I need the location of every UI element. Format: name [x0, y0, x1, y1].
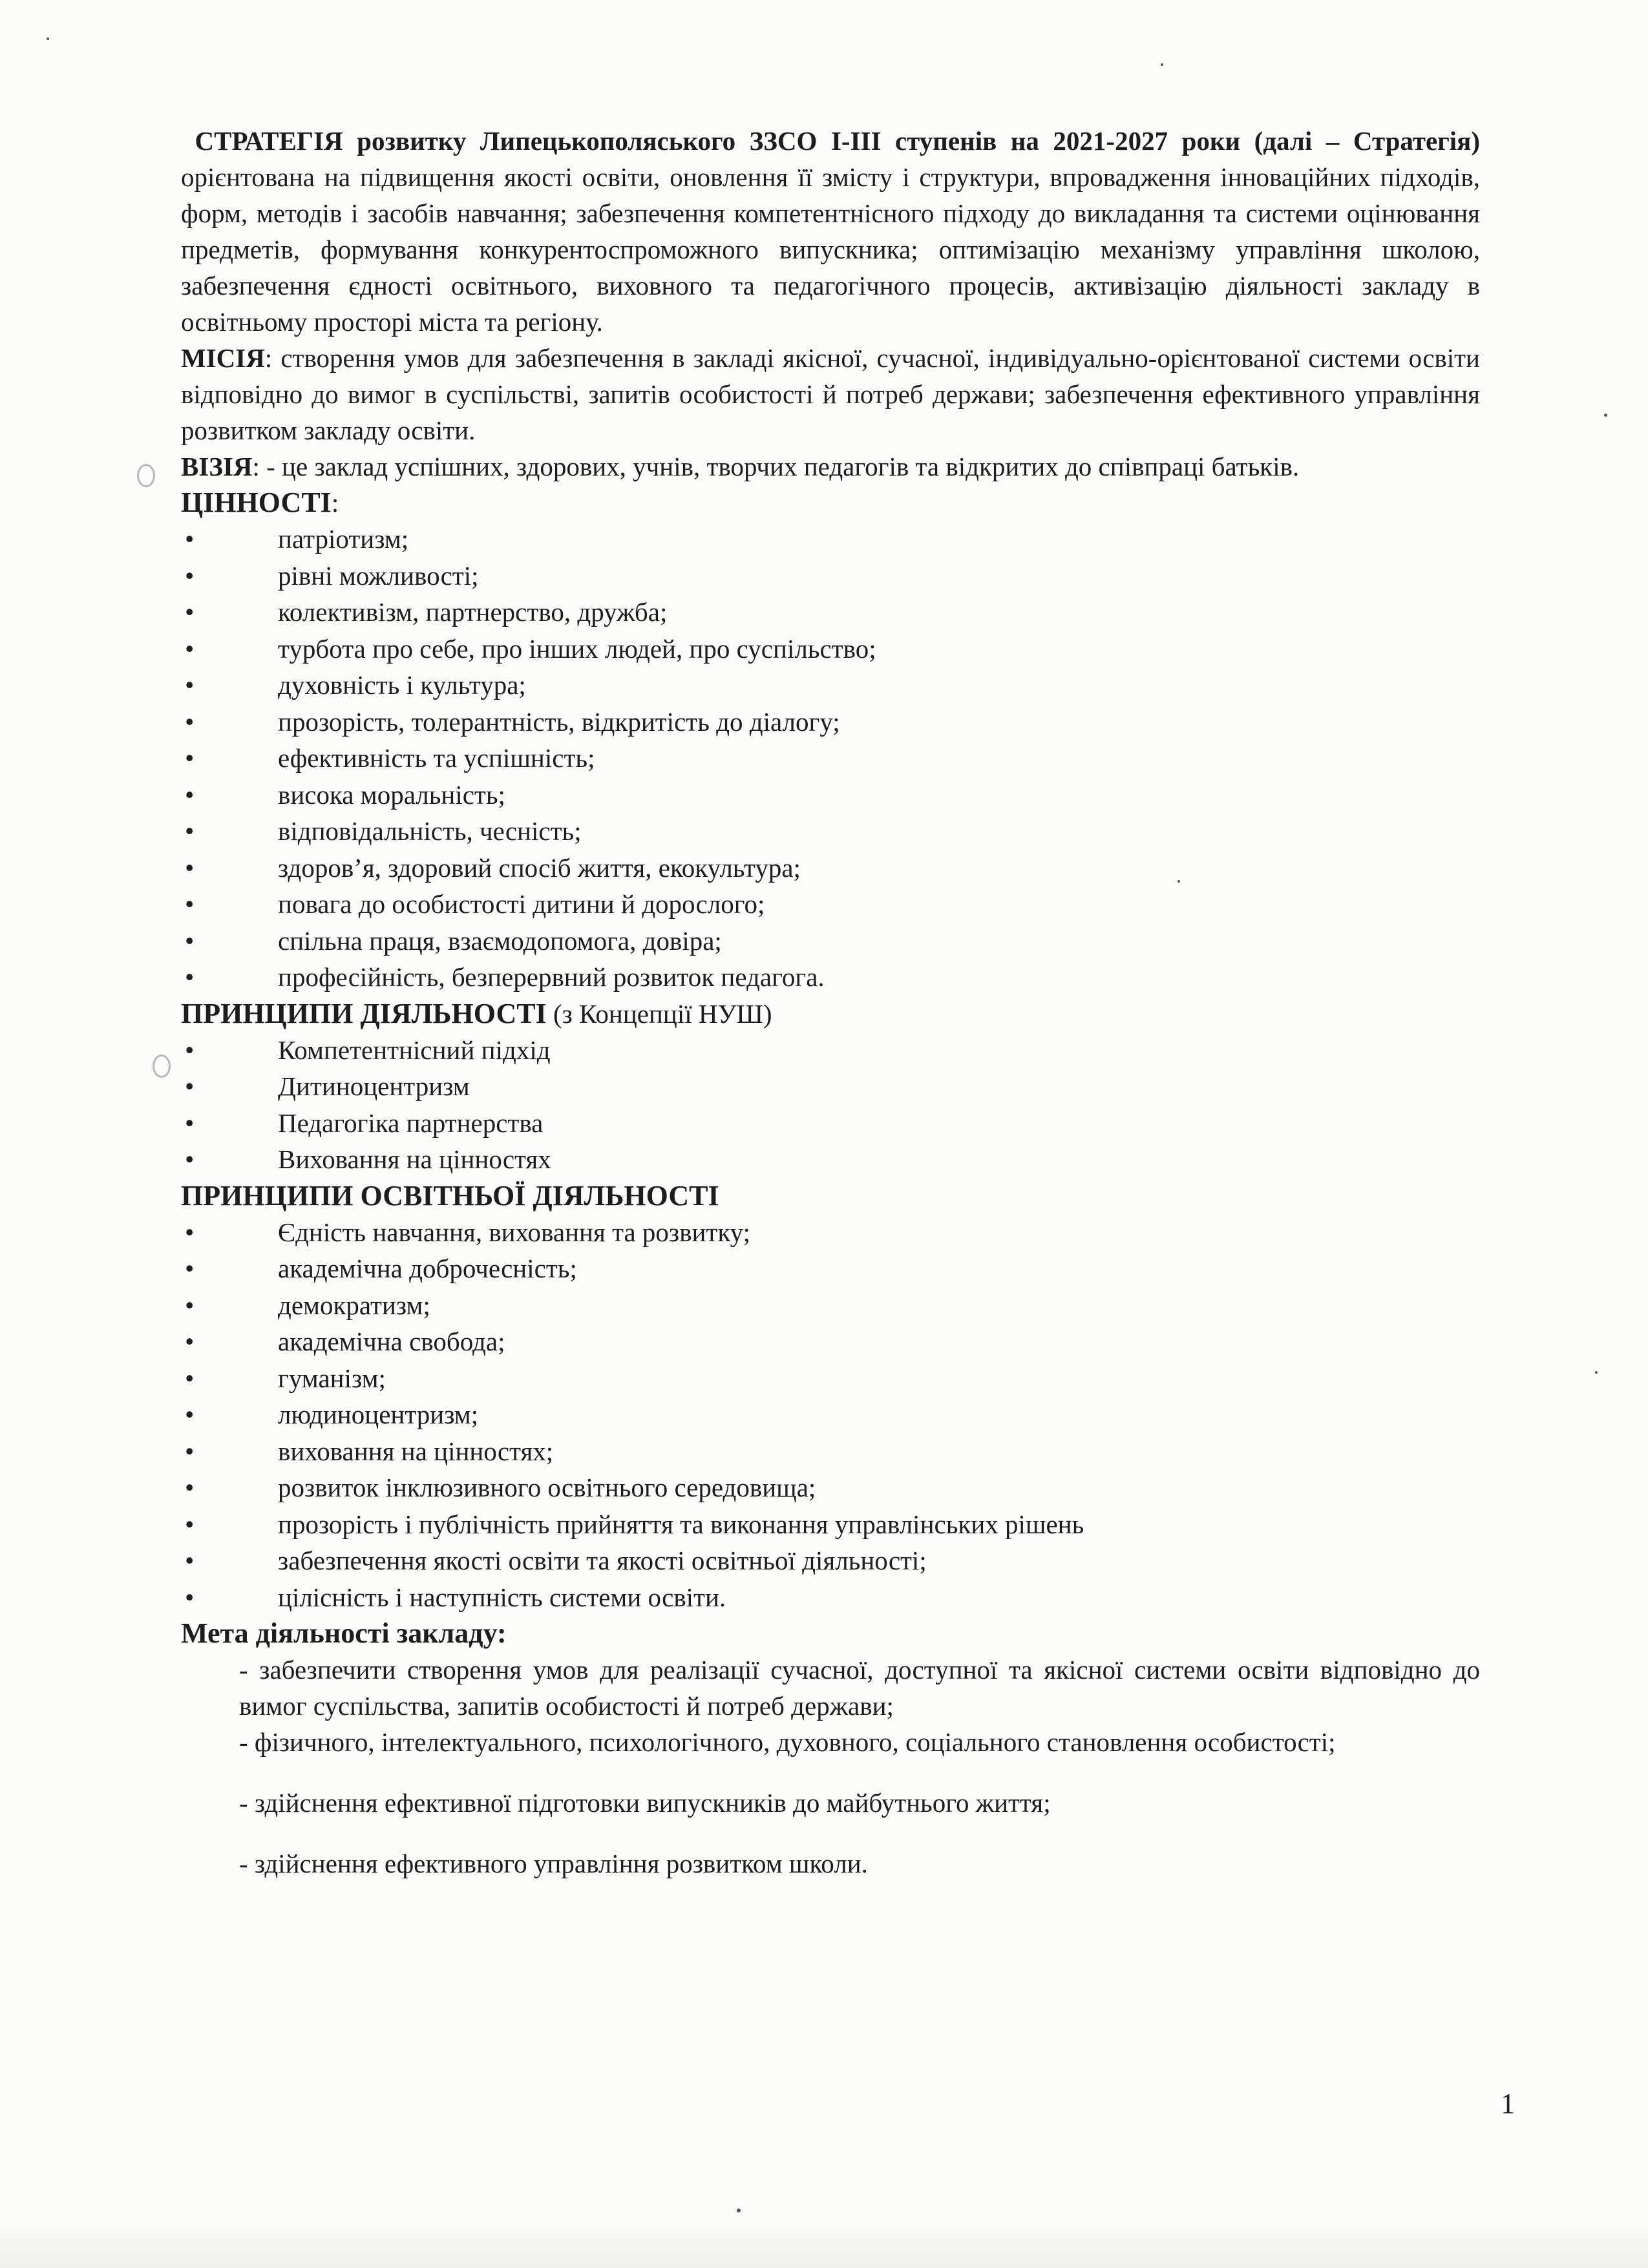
list-item: • людиноцентризм;	[181, 1396, 1480, 1433]
edu-principles-heading: ПРИНЦИПИ ОСВІТНЬОЇ ДІЯЛЬНОСТІ	[181, 1179, 719, 1212]
edu-principles-list	[181, 1214, 1480, 1616]
list-item: • цілісність і наступність системи освіти.	[181, 1579, 1480, 1616]
vision-paragraph	[181, 448, 1480, 485]
vision-label: ВІЗІЯ	[181, 452, 253, 481]
punch-hole-mark	[137, 464, 155, 487]
punch-hole-mark	[153, 1055, 171, 1078]
list-item: • спільна праця, взаємодопомога, довіра;	[181, 923, 1480, 960]
scan-speck	[1604, 414, 1607, 417]
scan-speck	[1161, 63, 1163, 66]
list-item: • розвиток інклюзивного освітнього середовища;	[181, 1469, 1480, 1506]
list-item: • турбота про себе, про інших людей, про суспільство;	[181, 631, 1480, 667]
list-item: • колективізм, партнерство, дружба;	[181, 594, 1480, 631]
list-item: • гуманізм;	[181, 1360, 1480, 1397]
list-item: • академічна доброчесність;	[181, 1250, 1480, 1287]
principles-heading-text: ПРИНЦИПИ ДІЯЛЬНОСТІ	[181, 997, 547, 1029]
list-item: • демократизм;	[181, 1287, 1480, 1324]
scan-speck	[737, 2209, 741, 2212]
list-item: • прозорість і публічність прийняття та виконання управлінських рішень	[181, 1506, 1480, 1543]
list-item: • відповідальність, чесність;	[181, 813, 1480, 850]
goals-heading: Мета діяльності закладу:	[181, 1617, 507, 1649]
list-item: • здоров’я, здоровий спосіб життя, екокультура;	[181, 850, 1480, 887]
values-heading	[181, 485, 1480, 521]
goal-item: - забезпечити створення умов для реалізації сучасної, доступної та якісної системи освіти відповідно до вимог суспільства, запитів особистості й потреб держави;	[239, 1655, 1480, 1721]
goal-item: - здійснення ефективного управління розвитком школи.	[239, 1849, 868, 1878]
list-item: • забезпечення якості освіти та якості освітньої діяльності;	[181, 1542, 1480, 1579]
vision-text: : - це заклад успішних, здорових, учнів, творчих педагогів та відкритих до співпраці батьків.	[252, 452, 1300, 481]
list-item: • Єдність навчання, виховання та розвитку;	[181, 1214, 1480, 1251]
scan-speck	[1178, 880, 1180, 883]
mission-paragraph	[181, 340, 1480, 448]
list-item: • Дитиноцентризм	[181, 1068, 1480, 1105]
list-item: • рівні можливості;	[181, 558, 1480, 594]
list-item: • духовність і культура;	[181, 667, 1480, 704]
principles-heading	[181, 996, 1480, 1032]
document-body	[181, 123, 1480, 1882]
list-item: • висока моральність;	[181, 777, 1480, 814]
principles-list	[181, 1032, 1480, 1178]
list-item: • прозорість, толерантність, відкритість до діалогу;	[181, 704, 1480, 740]
values-heading-colon: :	[331, 488, 339, 518]
list-item: • Педагогіка партнерства	[181, 1105, 1480, 1142]
scan-speck	[47, 37, 49, 40]
mission-text: : створення умов для забезпечення в закладі якісної, сучасної, індивідуально-орієнтованої системи освіти відповідно до вимог в суспільстві, запитів особистості й потреб держави; забезпечення ефективного управління розвитком закладу освіти.	[181, 343, 1480, 445]
goal-item: - здійснення ефективної підготовки випускників до майбутнього життя;	[239, 1788, 1051, 1818]
list-item: • повага до особистості дитини й дорослого;	[181, 886, 1480, 923]
mission-label: МІСІЯ	[181, 343, 265, 373]
strategy-intro-text: орієнтована на підвищення якості освіти, оновлення її змісту і структури, впровадження інноваційних підходів, форм, методів і засобів навчання; забезпечення компетентнісного підходу до викладання та системи оцінювання предметів, формування конкурентоспроможного випускника; оптимізацію механізму управління школою, забезпечення єдності освітнього, виховного та педагогічного процесів, активізацію діяльності закладу в освітньому просторі міста та регіону.	[181, 162, 1480, 337]
values-list	[181, 521, 1480, 996]
principles-heading-note: (з Концепції НУШ)	[546, 998, 772, 1029]
values-heading-text: ЦІННОСТІ	[181, 487, 332, 518]
strategy-title: СТРАТЕГІЯ розвитку Липецькополяського ЗЗСО І-ІІІ ступенів на 2021-2027 роки (далі – Стратегія)	[195, 126, 1481, 156]
list-item: • академічна свобода;	[181, 1323, 1480, 1360]
page-number: 1	[1501, 2088, 1515, 2119]
list-item: • виховання на цінностях;	[181, 1433, 1480, 1470]
goal-item: - фізичного, інтелектуального, психологічного, духовного, соціального становлення особистості;	[239, 1727, 1336, 1757]
list-item: • професійність, безперервний розвиток педагога.	[181, 959, 1480, 996]
strategy-intro	[181, 123, 1480, 340]
list-item: • Виховання на цінностях	[181, 1141, 1480, 1178]
goals-list	[181, 1652, 1480, 1882]
list-item: • патріотизм;	[181, 521, 1480, 558]
list-item: • Компетентнісний підхід	[181, 1032, 1480, 1069]
list-item: • ефективність та успішність;	[181, 740, 1480, 777]
scan-speck	[1595, 1371, 1598, 1374]
